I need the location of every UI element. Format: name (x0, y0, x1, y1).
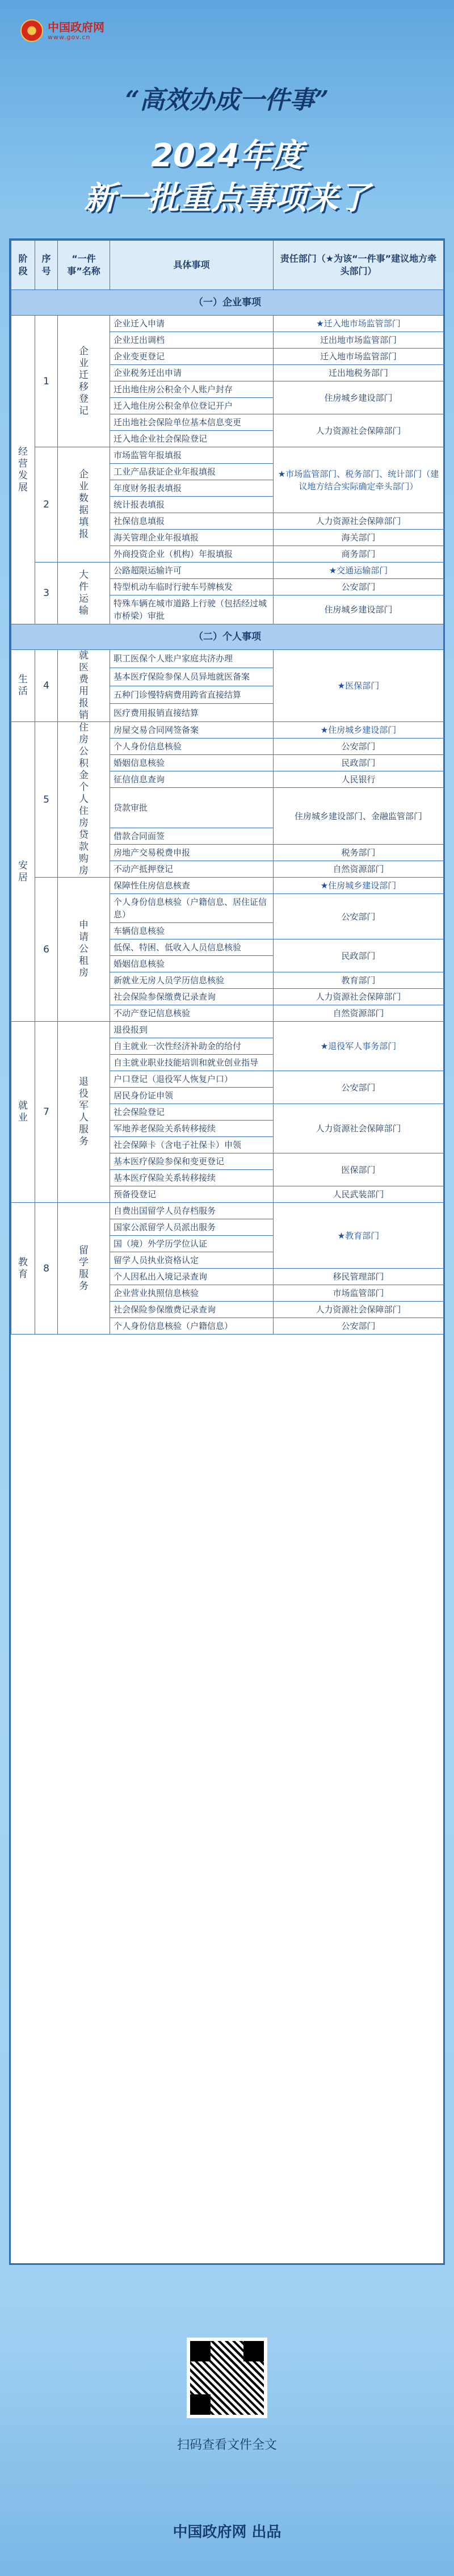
dept-cell: ★医保部门 (274, 650, 444, 722)
dept-cell: 人民武装部门 (274, 1186, 444, 1203)
dept-cell: 住房城乡建设部门 (274, 381, 444, 414)
dept-cell: 商务部门 (274, 546, 444, 563)
site-url: www.gov.cn (48, 33, 91, 41)
table-row (11, 722, 444, 739)
stage-label: 安居 (18, 859, 28, 883)
item-cell: 低保、特困、低收入人员信息核验 (110, 939, 274, 956)
dept-cell: ★交通运输部门 (274, 563, 444, 579)
name-cell (58, 447, 110, 563)
item-cell: 迁出地社会保险单位基本信息变更 (110, 414, 274, 431)
table-row (11, 878, 444, 894)
dept-cell: 税务部门 (274, 845, 444, 861)
item-cell: 个人身份信息核验（户籍信息、居住证信息） (110, 894, 274, 923)
site-logo[interactable] (20, 19, 104, 42)
name-label: 大件运输 (79, 569, 89, 616)
item-cell: 留学人员执业资格认定 (110, 1252, 274, 1269)
qr-caption: 扫码查看文件全文 (176, 2438, 277, 2452)
dept-cell: ★市场监管部门、税务部门、统计部门（建议地方结合实际确定牵头部门） (274, 447, 444, 513)
table-row (11, 447, 444, 464)
item-cell: 企业变更登记 (110, 349, 274, 365)
item-cell: 迁入地企业社会保险登记 (110, 431, 274, 447)
dept-cell: 公安部门 (274, 739, 444, 755)
stage-cell (11, 1203, 35, 1335)
item-cell: 不动产登记信息核验 (110, 1005, 274, 1022)
item-cell: 保障性住房信息核查 (110, 878, 274, 894)
item-cell: 车辆信息核验 (110, 923, 274, 939)
section-title: （二）个人事项 (11, 624, 444, 650)
table-row (11, 650, 444, 668)
item-cell: 贷款审批 (110, 788, 274, 828)
item-cell: 医疗费用报销直接结算 (110, 704, 274, 722)
item-cell: 职工医保个人账户家庭共济办理 (110, 650, 274, 668)
name-cell (58, 650, 110, 722)
dept-cell: ★住房城乡建设部门 (274, 878, 444, 894)
dept-cell: 迁出地税务部门 (274, 365, 444, 381)
headline-title: 新一批重点事项来了 (84, 180, 370, 217)
footer-credit: 中国政府网 出品 (173, 2524, 281, 2541)
section-title: （一）企业事项 (11, 290, 444, 316)
qr-code-icon (190, 2341, 264, 2415)
item-cell: 自费出国留学人员存档服务 (110, 1203, 274, 1219)
stage-label: 经营发展 (18, 446, 28, 493)
item-cell: 年度财务报表填报 (110, 480, 274, 497)
name-label: 退役军人服务 (79, 1076, 89, 1147)
dept-cell: 自然资源部门 (274, 861, 444, 878)
name-cell (58, 563, 110, 624)
dept-cell: 公安部门 (274, 1318, 444, 1335)
seq-cell: 7 (35, 1022, 58, 1203)
header-name: “一件事”名称 (58, 241, 110, 290)
seq-cell: 1 (35, 316, 58, 447)
dept-cell: 市场监管部门 (274, 1285, 444, 1302)
item-cell: 个人因私出入境记录查询 (110, 1269, 274, 1285)
name-label: 留学服务 (79, 1244, 89, 1292)
seq-cell: 8 (35, 1203, 58, 1335)
dept-cell: 移民管理部门 (274, 1269, 444, 1285)
dept-cell: 人力资源社会保障部门 (274, 513, 444, 530)
table-row (11, 1022, 444, 1038)
item-cell: 婚姻信息核验 (110, 755, 274, 771)
dept-cell: 人力资源社会保障部门 (274, 1104, 444, 1153)
item-cell: 个人身份信息核验 (110, 739, 274, 755)
header-dept: 责任部门（★为该“一件事”建议地方牵头部门） (274, 241, 444, 290)
item-cell: 特型机动车临时行驶车号牌核发 (110, 579, 274, 595)
item-cell: 自主就业一次性经济补助金的给付 (110, 1038, 274, 1055)
qr-code[interactable] (187, 2338, 267, 2418)
item-cell: 军地养老保险关系转移接续 (110, 1121, 274, 1137)
seq-cell: 6 (35, 878, 58, 1022)
item-cell: 个人身份信息核验（户籍信息） (110, 1318, 274, 1335)
item-cell: 外商投资企业（机构）年报填报 (110, 546, 274, 563)
item-cell: 社保信息填报 (110, 513, 274, 530)
item-cell: 社会保障卡（含电子社保卡）申领 (110, 1137, 274, 1153)
item-cell: 迁入地住房公积金单位登记开户 (110, 398, 274, 414)
name-cell (58, 1022, 110, 1203)
name-cell (58, 878, 110, 1022)
item-cell: 企业迁出调档 (110, 332, 274, 349)
item-cell: 基本医疗保险关系转移接续 (110, 1170, 274, 1186)
item-cell: 迁出地住房公积金个人账户封存 (110, 381, 274, 398)
item-cell: 自主就业职业技能培训和就业创业指导 (110, 1055, 274, 1071)
item-cell: 公路超限运输许可 (110, 563, 274, 579)
dept-cell: 教育部门 (274, 972, 444, 989)
dept-cell: 迁入地市场监管部门 (274, 349, 444, 365)
item-cell: 特殊车辆在城市道路上行驶（包括经过城市桥梁）审批 (110, 595, 274, 624)
stage-label: 生活 (18, 674, 28, 697)
dept-cell: 迁出地市场监管部门 (274, 332, 444, 349)
table-row (11, 1203, 444, 1219)
item-cell: 婚姻信息核验 (110, 956, 274, 972)
matters-table-card (9, 238, 445, 2265)
stage-cell (11, 1022, 35, 1203)
item-cell: 社会保险参保缴费记录查询 (110, 1302, 274, 1318)
item-cell: 不动产抵押登记 (110, 861, 274, 878)
item-cell: 社会保险参保缴费记录查询 (110, 989, 274, 1005)
item-cell: 企业迁入申请 (110, 316, 274, 332)
name-label: 企业迁移登记 (79, 345, 89, 417)
item-cell: 统计报表填报 (110, 497, 274, 513)
seq-cell: 4 (35, 650, 58, 722)
stage-cell (11, 316, 35, 624)
name-label: 企业数据填报 (79, 469, 89, 540)
dept-cell: 民政部门 (274, 755, 444, 771)
national-emblem-icon (20, 19, 43, 42)
name-cell (58, 316, 110, 447)
item-cell: 海关管理企业年报填报 (110, 530, 274, 546)
stage-cell (11, 722, 35, 1022)
dept-cell: 人力资源社会保障部门 (274, 414, 444, 447)
item-cell: 房屋交易合同网签备案 (110, 722, 274, 739)
site-name: 中国政府网 (48, 20, 104, 34)
name-label: 住房公积金个人住房贷款购房 (79, 722, 89, 876)
seq-cell: 5 (35, 722, 58, 878)
item-cell: 基本医疗保险参保人员异地就医备案 (110, 668, 274, 686)
header-item: 具体事项 (110, 241, 274, 290)
dept-cell: ★迁入地市场监管部门 (274, 316, 444, 332)
dept-cell: ★住房城乡建设部门 (274, 722, 444, 739)
header-stage: 阶段 (11, 241, 35, 290)
table-row (11, 316, 444, 332)
seq-cell: 3 (35, 563, 58, 624)
section-row (11, 290, 444, 316)
name-label: 申请公租房 (79, 920, 89, 979)
stage-cell (11, 650, 35, 722)
dept-cell: 人力资源社会保障部门 (274, 1302, 444, 1318)
dept-cell: 住房城乡建设部门 (274, 595, 444, 624)
dept-cell: 自然资源部门 (274, 1005, 444, 1022)
item-cell: 借款合同面签 (110, 828, 274, 845)
dept-cell: 人力资源社会保障部门 (274, 989, 444, 1005)
name-cell (58, 722, 110, 878)
stage-label: 就业 (18, 1100, 28, 1123)
item-cell: 征信信息查询 (110, 771, 274, 788)
seq-cell: 2 (35, 447, 58, 563)
item-cell: 退役报到 (110, 1022, 274, 1038)
item-cell: 工业产品获证企业年报填报 (110, 464, 274, 480)
table-header-row (11, 241, 444, 290)
item-cell: 五种门诊慢特病费用跨省直接结算 (110, 686, 274, 704)
item-cell: 基本医疗保险参保和变更登记 (110, 1153, 274, 1170)
table-row (11, 563, 444, 579)
matters-table (11, 240, 444, 1335)
item-cell: 预备役登记 (110, 1186, 274, 1203)
item-cell: 国（境）外学历学位认证 (110, 1236, 274, 1252)
stage-label: 教育 (18, 1256, 28, 1280)
dept-cell: 海关部门 (274, 530, 444, 546)
item-cell: 企业营业执照信息核验 (110, 1285, 274, 1302)
dept-cell: ★退役军人事务部门 (274, 1022, 444, 1071)
item-cell: 国家公派留学人员派出服务 (110, 1219, 274, 1236)
dept-cell: 住房城乡建设部门、金融监管部门 (274, 788, 444, 845)
item-cell: 房地产交易税费申报 (110, 845, 274, 861)
dept-cell: 医保部门 (274, 1153, 444, 1186)
dept-cell: 公安部门 (274, 1071, 444, 1104)
dept-cell: 民政部门 (274, 939, 444, 972)
headline-quote: “高效办成一件事” (125, 86, 329, 115)
item-cell: 新就业无房人员学历信息核验 (110, 972, 274, 989)
name-label: 就医费用报销 (79, 650, 89, 721)
dept-cell: 公安部门 (274, 894, 444, 939)
section-row (11, 624, 444, 650)
dept-cell: 人民银行 (274, 771, 444, 788)
dept-cell: ★教育部门 (274, 1203, 444, 1269)
header-seq: 序号 (35, 241, 58, 290)
item-cell: 市场监管年报填报 (110, 447, 274, 464)
item-cell: 企业税务迁出申请 (110, 365, 274, 381)
dept-cell: 公安部门 (274, 579, 444, 595)
item-cell: 户口登记（退役军人恢复户口） (110, 1071, 274, 1088)
headline-year: 2024年度 (151, 137, 303, 174)
item-cell: 居民身份证申领 (110, 1088, 274, 1104)
name-cell (58, 1203, 110, 1335)
item-cell: 社会保险登记 (110, 1104, 274, 1121)
